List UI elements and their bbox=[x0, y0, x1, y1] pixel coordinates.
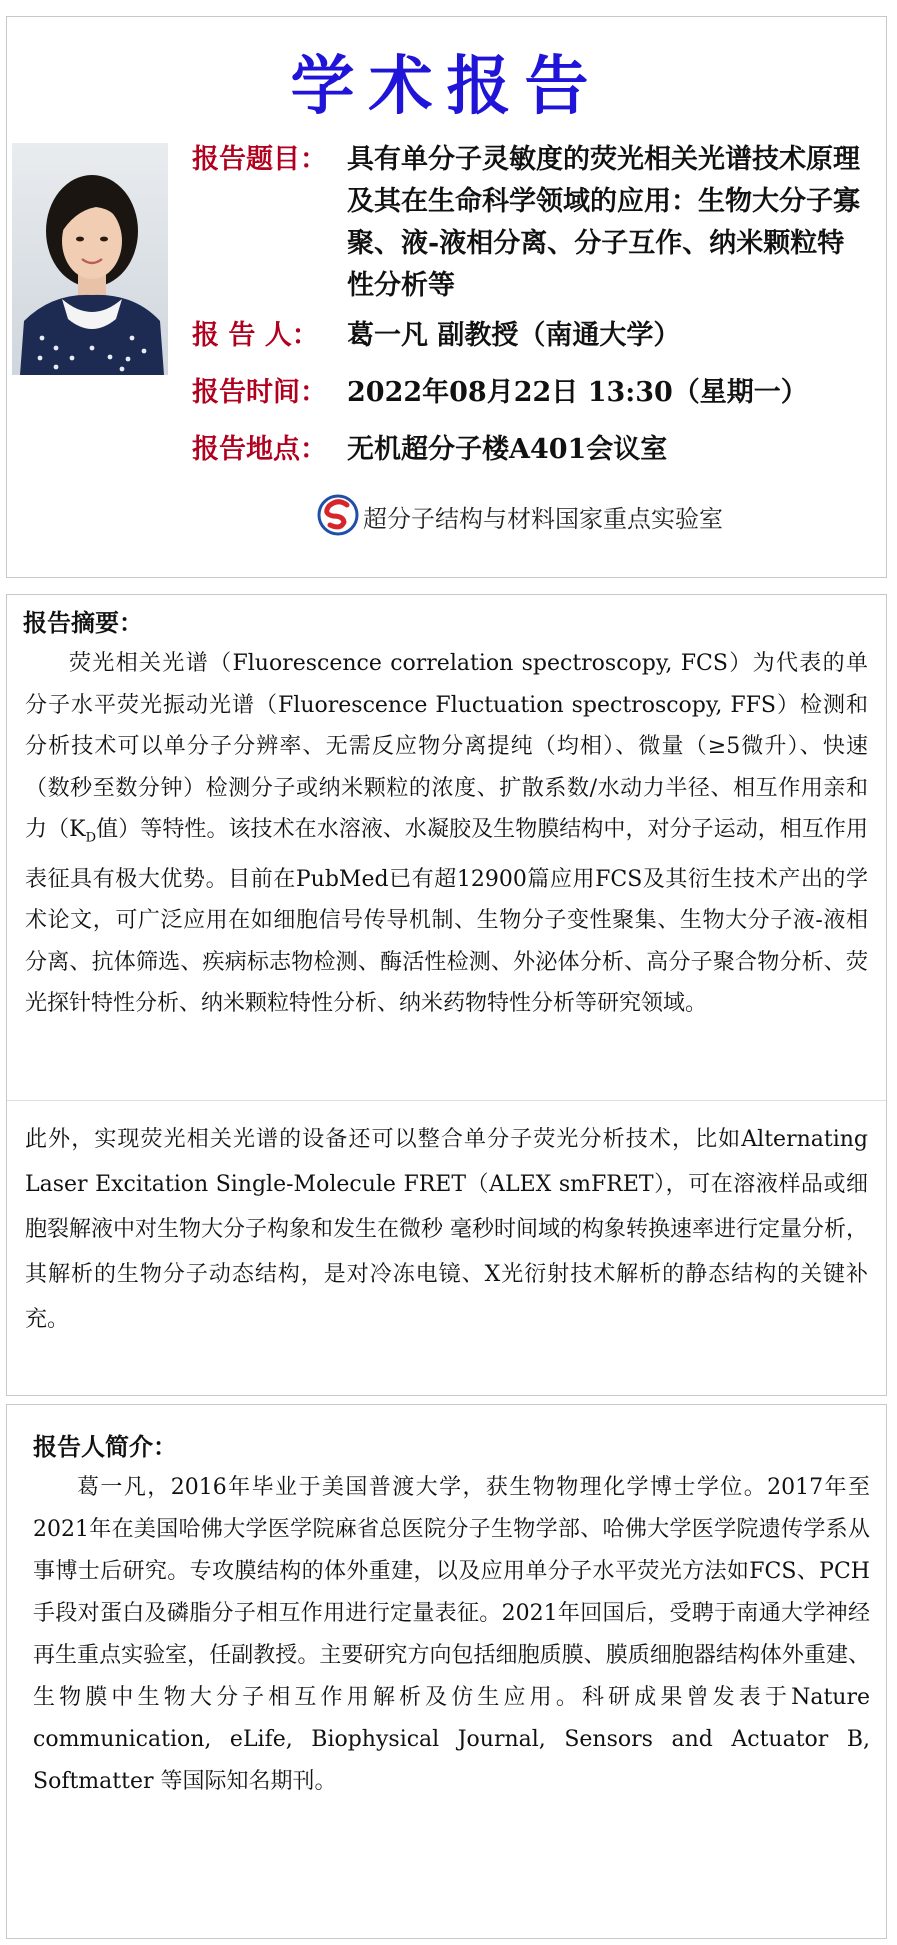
header-panel bbox=[6, 16, 887, 578]
field-label: 报告时间： bbox=[192, 377, 327, 408]
abstract-text: 荧光相关光谱（Fluorescence correlation spectroscopy, FCS）为代表的单分子水平荧光振动光谱（Fluorescence Fluctuation spectroscopy, FFS）检测和分析技术可以单分子分辨率、无需反应物分离提纯（均相）、微量（≥5微升）、快速（数秒至数分钟）检测分子或纳米颗粒的浓度、扩散系数/水动力半径、相互作用亲和力（K bbox=[25, 651, 868, 842]
speaker-value: 葛一凡 副教授（南通大学） bbox=[347, 320, 681, 351]
abstract-paragraph-2: 此外，实现荧光相关光谱的设备还可以整合单分子荧光分析技术，比如Alternating Laser Excitation Single-Molecule FRET（ALEX smFRET），可在溶液样品或细胞裂解液中对生物大分子构象和发生在微秒 毫秒时间域的构象转换速率进行定量分析，其解析的生物分子动态结构，是对冷冻电镜、X光衍射技术解析的静态结构的关键补充。 bbox=[25, 1127, 868, 1332]
lab-name: 超分子结构与材料国家重点实验室 bbox=[363, 505, 723, 533]
divider bbox=[7, 1100, 886, 1101]
report-time-value: 2022年08月22日 13:30（星期一） bbox=[347, 377, 808, 408]
field-label: 报 告 人： bbox=[192, 320, 319, 351]
poster-title: 学术报告 bbox=[290, 50, 603, 124]
bio-paragraph: 葛一凡，2016年毕业于美国普渡大学，获生物物理化学博士学位。2017年至2021年在美国哈佛大学医学院麻省总医院分子生物学部、哈佛大学医学院遗传学系从事博士后研究。专攻膜结构的体外重建，以及应用单分子水平荧光方法如FCS、PCH手段对蛋白及磷脂分子相互作用进行定量表征。2021年回国后，受聘于南通大学神经再生重点实验室，任副教授。主要研究方向包括细胞质膜、膜质细胞器结构体外重建、生物膜中生物大分子相互作用解析及仿生应用。科研成果曾发表于Nature communication, eLife, Biophysical Journal, Sensors and Actuator B, Softmatter 等国际知名期刊。 bbox=[33, 1475, 870, 1794]
report-topic-row bbox=[192, 139, 866, 307]
lab-logo-icon bbox=[317, 494, 359, 536]
bio-panel bbox=[6, 1404, 887, 1939]
field-label: 报告地点： bbox=[192, 434, 327, 465]
report-topic-value: 具有单分子灵敏度的荧光相关光谱技术原理及其在生命科学领域的应用：生物大分子寡聚、液-液相分离、分子互作、纳米颗粒特性分析等 bbox=[347, 144, 860, 301]
abstract-panel bbox=[6, 594, 887, 1396]
subscript-d: D bbox=[85, 830, 97, 846]
speaker-photo bbox=[12, 143, 168, 375]
abstract-paragraph-1 bbox=[25, 643, 868, 1025]
abstract-heading: 报告摘要： bbox=[23, 609, 143, 637]
report-location-value: 无机超分子楼A401会议室 bbox=[347, 434, 668, 465]
abstract-text: 值）等特性。该技术在水溶液、水凝胶及生物膜结构中，对分子运动，相互作用表征具有极大优势。目前在PubMed已有超12900篇应用FCS及其衍生技术产出的学术论文，可广泛应用在如细胞信号传导机制、生物分子变性聚集、生物大分子液-液相分离、抗体筛选、疾病标志物检测、酶活性检测、外泌体分析、高分子聚合物分析、荧光探针特性分析、纳米颗粒特性分析、纳米药物特性分析等研究领域。 bbox=[25, 817, 868, 1017]
field-label: 报告题目： bbox=[192, 144, 327, 175]
bio-heading: 报告人简介： bbox=[33, 1433, 177, 1461]
